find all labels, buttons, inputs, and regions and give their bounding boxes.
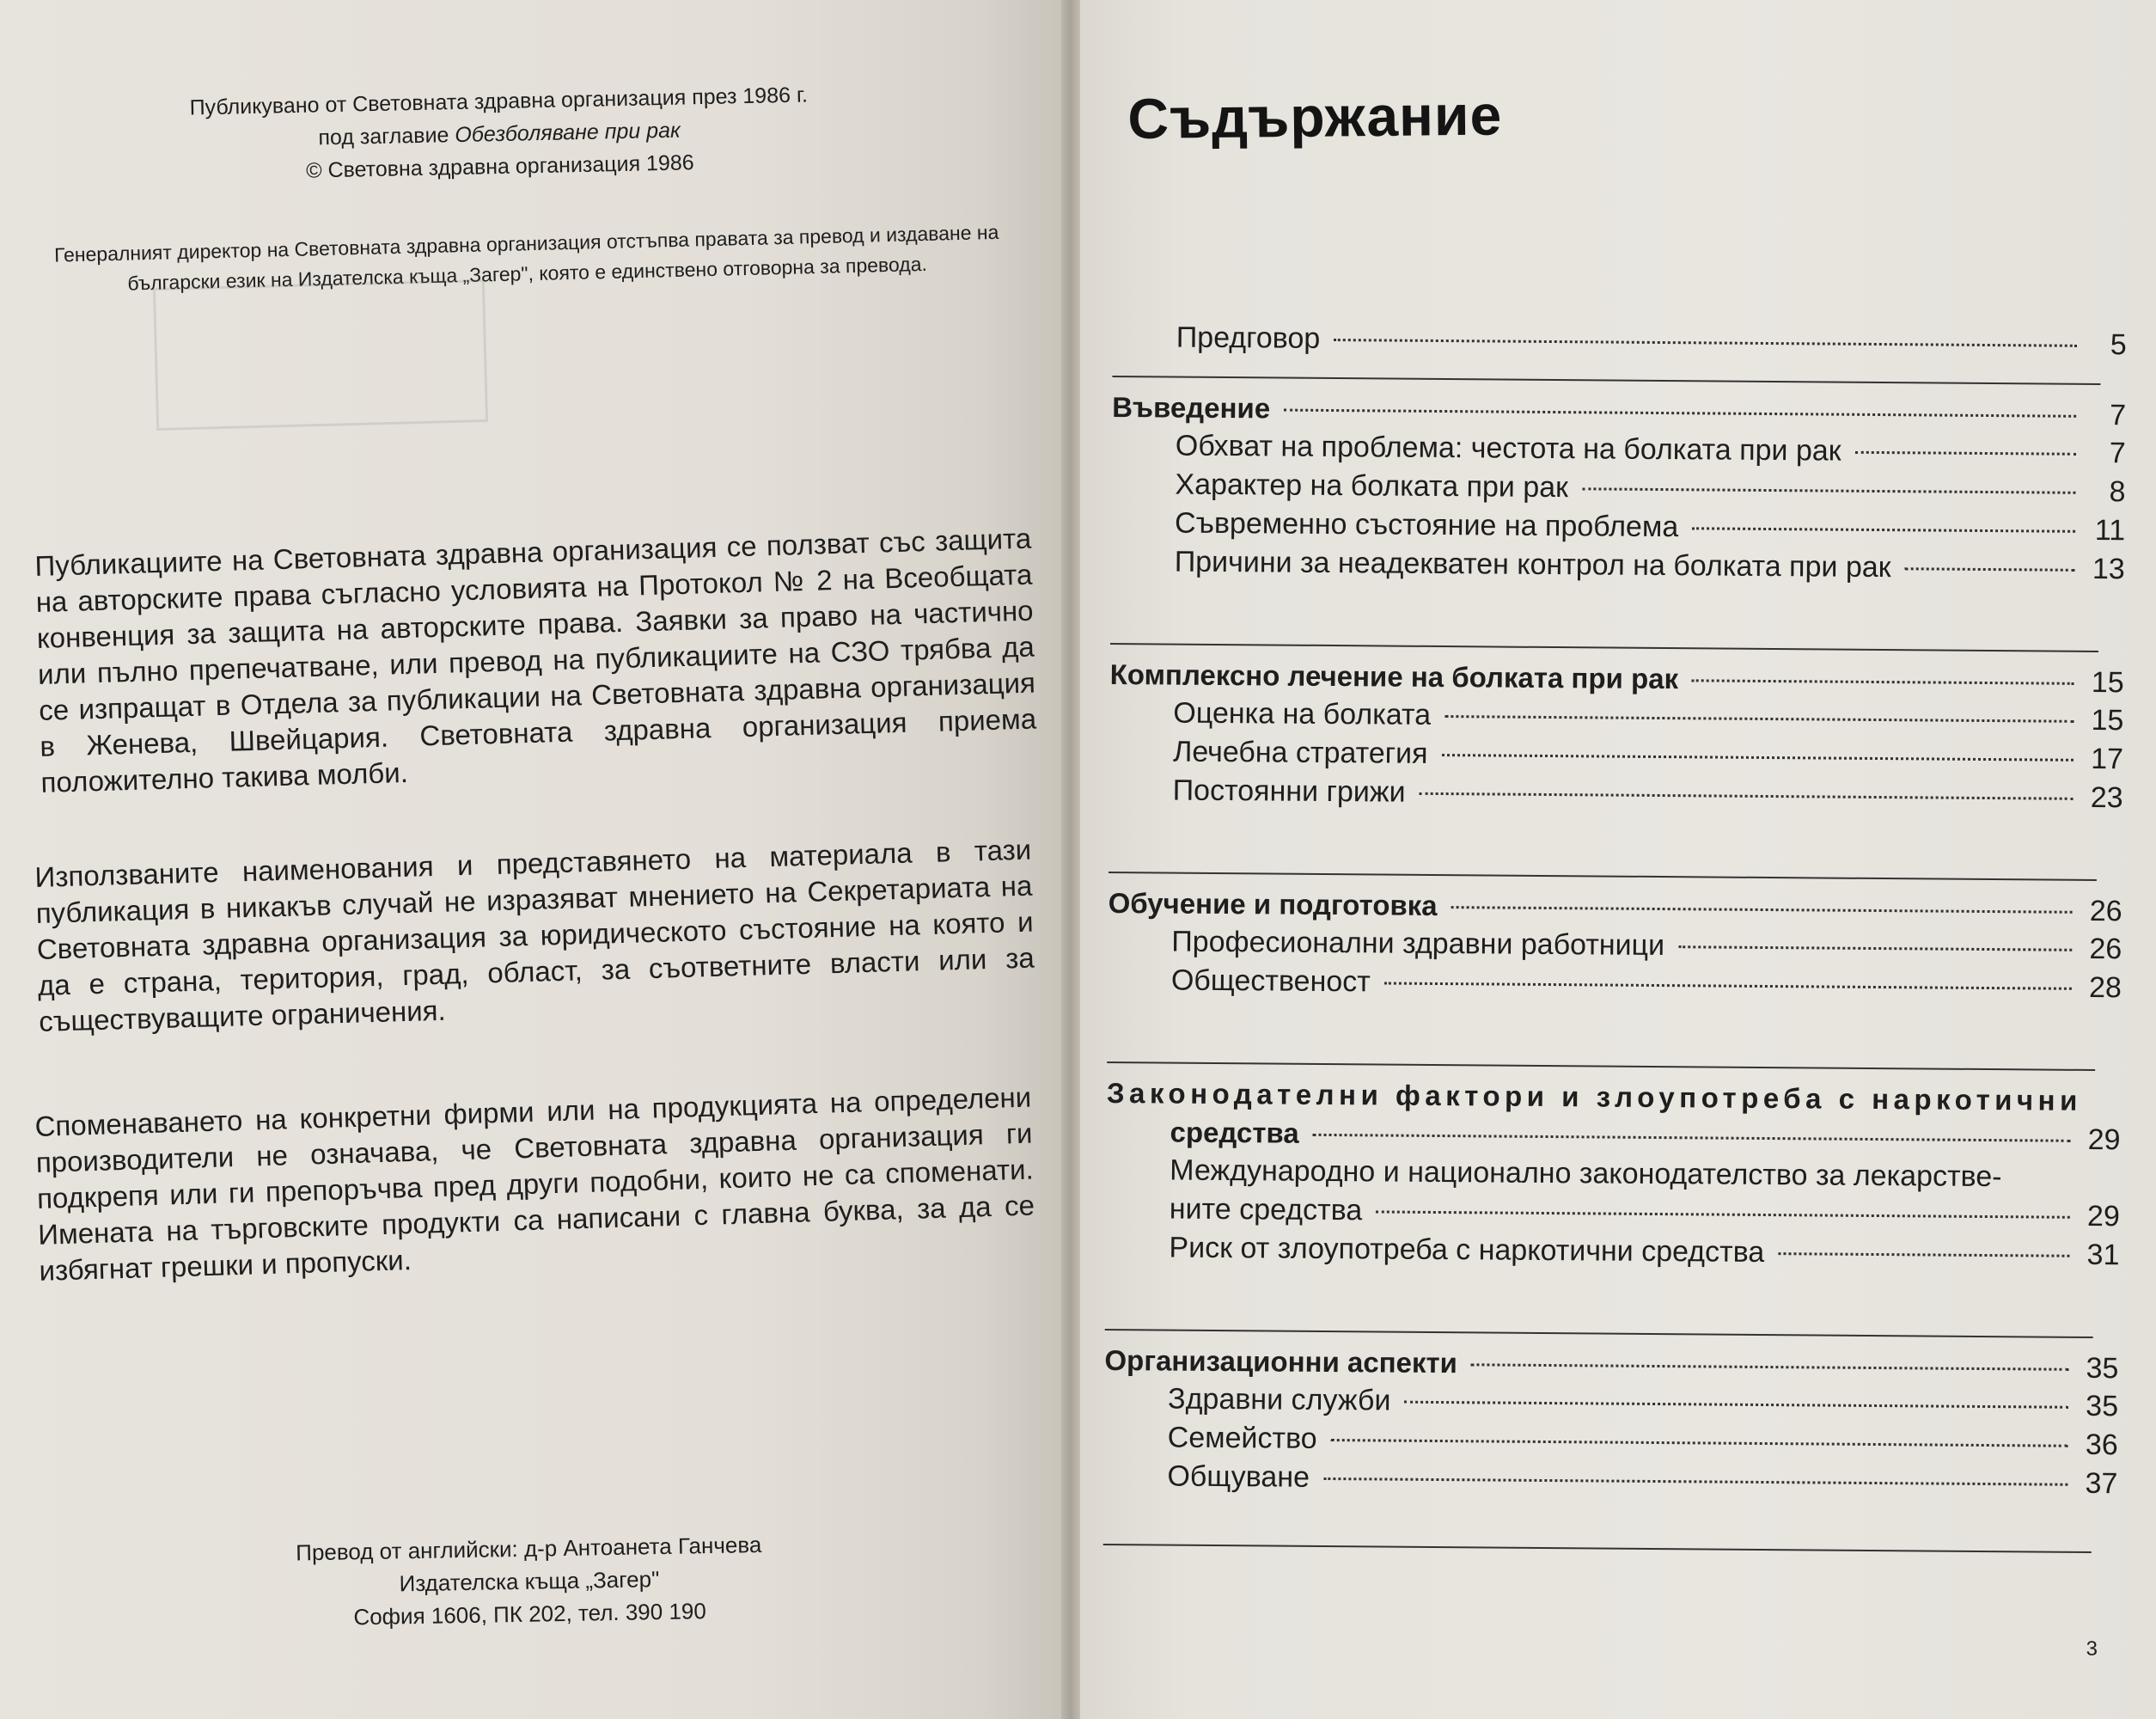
toc-page: 29 <box>2086 1199 2120 1233</box>
toc-page: 7 <box>2109 437 2126 470</box>
address-line: София 1606, ПК 202, тел. 390 190 <box>353 1598 707 1630</box>
toc-page: 35 <box>2086 1389 2119 1423</box>
dot-leader <box>1778 1252 2069 1257</box>
credits <box>271 1528 788 1635</box>
publication-line-2-prefix: под заглавие <box>318 123 455 150</box>
toc-item <box>1103 1457 2117 1503</box>
dot-leader <box>1442 754 2074 762</box>
toc-label: Постоянни грижи <box>1172 774 1406 809</box>
dot-leader <box>1323 1477 2067 1486</box>
toc-label: Международно и национално законодателство за лекарстве- <box>1170 1153 2002 1194</box>
dot-leader <box>1284 409 2076 418</box>
products-paragraph: Споменаването на конкретни фирми или на продукцията на определени производители не означава, че Световната здравна организация ги подкрепя или ги препоръчва пред други подобни, които не са споменати. Имената на търговските продукти са написани с главна буква, за да се избягнат грешки и пропуски. <box>34 1080 1035 1287</box>
toc-label: Законодателни фактори и злоупотреба с наркотични <box>1106 1076 2083 1116</box>
dot-leader <box>1678 945 2072 951</box>
dot-leader <box>1692 679 2074 684</box>
toc-label: средства <box>1170 1116 1299 1149</box>
spacer <box>1110 581 2125 651</box>
toc-label: ните средства <box>1169 1192 1363 1227</box>
toc-page: 36 <box>2085 1428 2118 1462</box>
spacer <box>1107 1000 2122 1069</box>
toc-page: 28 <box>2088 970 2122 1005</box>
translator-line: Превод от английски: д-р Антоанета Ганчева <box>295 1532 762 1566</box>
toc-label: Здравни служби <box>1167 1382 1391 1417</box>
toc-label: Характер на болката при рак <box>1175 468 1569 505</box>
publication-note <box>129 77 870 191</box>
toc-page: 13 <box>2092 552 2125 586</box>
page-number: 3 <box>2086 1637 2098 1661</box>
page-title: Съдържание <box>1127 83 1503 150</box>
left-page <box>0 0 1061 1719</box>
toc-page: 8 <box>2109 475 2126 509</box>
dot-leader <box>1404 1401 2068 1409</box>
toc-page: 15 <box>2091 703 2124 737</box>
publisher-line: Издателска къща „Загер" <box>399 1566 660 1597</box>
toc-foreword <box>1113 318 2127 364</box>
toc-label: Съвременно състояние на проблема <box>1174 506 1679 544</box>
dot-leader <box>1582 487 2075 494</box>
dot-leader <box>1334 339 2077 347</box>
dot-leader <box>1692 527 2075 533</box>
dot-leader <box>1471 1363 2069 1370</box>
director-note: Генералният директор на Световната здравна организация отстъпва правата за превод и издаване на български език на Издателска къща „Загер", която е единствено отговорна за превода. <box>53 220 999 295</box>
spacer <box>1105 1267 2120 1337</box>
right-page <box>1080 0 2156 1719</box>
toc-page: 11 <box>2094 513 2126 548</box>
dot-leader <box>1444 715 2074 723</box>
spacer <box>1103 1496 2117 1551</box>
toc-page: 37 <box>2085 1466 2118 1501</box>
dot-leader <box>1905 567 2075 572</box>
toc-label: Риск от злоупотреба с наркотични средства <box>1169 1231 1765 1269</box>
toc-label: Професионални здравни работници <box>1171 925 1665 963</box>
toc-page: 29 <box>2087 1123 2121 1157</box>
toc-page: 23 <box>2090 780 2123 815</box>
dot-leader <box>1451 906 2073 914</box>
dot-leader <box>1384 982 2072 990</box>
toc-label: Предговор <box>1176 321 1321 355</box>
book-gutter <box>1061 0 1080 1719</box>
dot-leader <box>1331 1439 2068 1447</box>
toc-item <box>1109 771 2123 817</box>
dot-leader <box>1855 451 2076 456</box>
toc-label: Причини за неадекватен контрол на болката при рак <box>1174 545 1891 584</box>
original-title: Обезболяване при рак <box>455 118 681 148</box>
toc-page: 15 <box>2091 665 2124 700</box>
toc-label: Семейство <box>1167 1421 1317 1455</box>
toc-page: 31 <box>2086 1238 2120 1272</box>
publication-line-3: © Световна здравна организация 1986 <box>305 150 694 183</box>
toc-page: 26 <box>2089 932 2122 966</box>
toc-label: Комплексно лечение на болката при рак <box>1109 658 1679 695</box>
toc-label: Обхват на проблема: честота на болката при рак <box>1175 429 1841 468</box>
copyright-paragraph: Публикациите на Световната здравна организация се ползват със защита на авторските права съгласно условията на Протокол № 2 на Всеобщата конвенция за защита на авторските права. Заявки за право на частично или пълно препечатване, или превод на публикациите на СЗО трябва да се изпращат в Отдела за публикации на Световната здравна организация в Женева, Швейцария. Световната здравна организация приема положително такива молби. <box>34 522 1037 798</box>
toc-page: 35 <box>2086 1351 2119 1386</box>
toc-page: 26 <box>2089 894 2122 928</box>
table-of-contents <box>1103 318 2127 1553</box>
toc-page: 5 <box>2110 328 2127 362</box>
toc-item <box>1108 961 2122 1007</box>
disclaimer-paragraph: Използваните наименования и представянето на материала в тази публикация в никакъв случай не изразяват мнението на Секретариата на Световната здравна организация за юридическото състояние на която и да е страна, територия, град, област, за съответните власти или за съществуващите ограничения. <box>34 833 1035 1037</box>
dot-leader <box>1376 1210 2070 1218</box>
toc-label: Въведение <box>1112 390 1271 425</box>
toc-page: 17 <box>2091 742 2124 776</box>
toc-label: Обучение и подготовка <box>1108 886 1438 921</box>
dot-leader <box>1420 792 2074 800</box>
dot-leader <box>1313 1134 2071 1142</box>
spacer <box>1109 810 2123 879</box>
toc-item <box>1111 542 2125 589</box>
toc-label: Общуване <box>1167 1459 1310 1494</box>
toc-label: Организационни аспекти <box>1104 1343 1458 1379</box>
toc-label: Общественост <box>1170 963 1371 999</box>
faded-stamp <box>153 279 488 431</box>
toc-label: Лечебна стратегия <box>1172 735 1428 770</box>
toc-item <box>1105 1228 2119 1275</box>
toc-label: Оценка на болката <box>1173 696 1432 731</box>
toc-page: 7 <box>2110 399 2127 432</box>
publication-line-1: Публикувано от Световната здравна организация през 1986 г. <box>189 83 809 120</box>
